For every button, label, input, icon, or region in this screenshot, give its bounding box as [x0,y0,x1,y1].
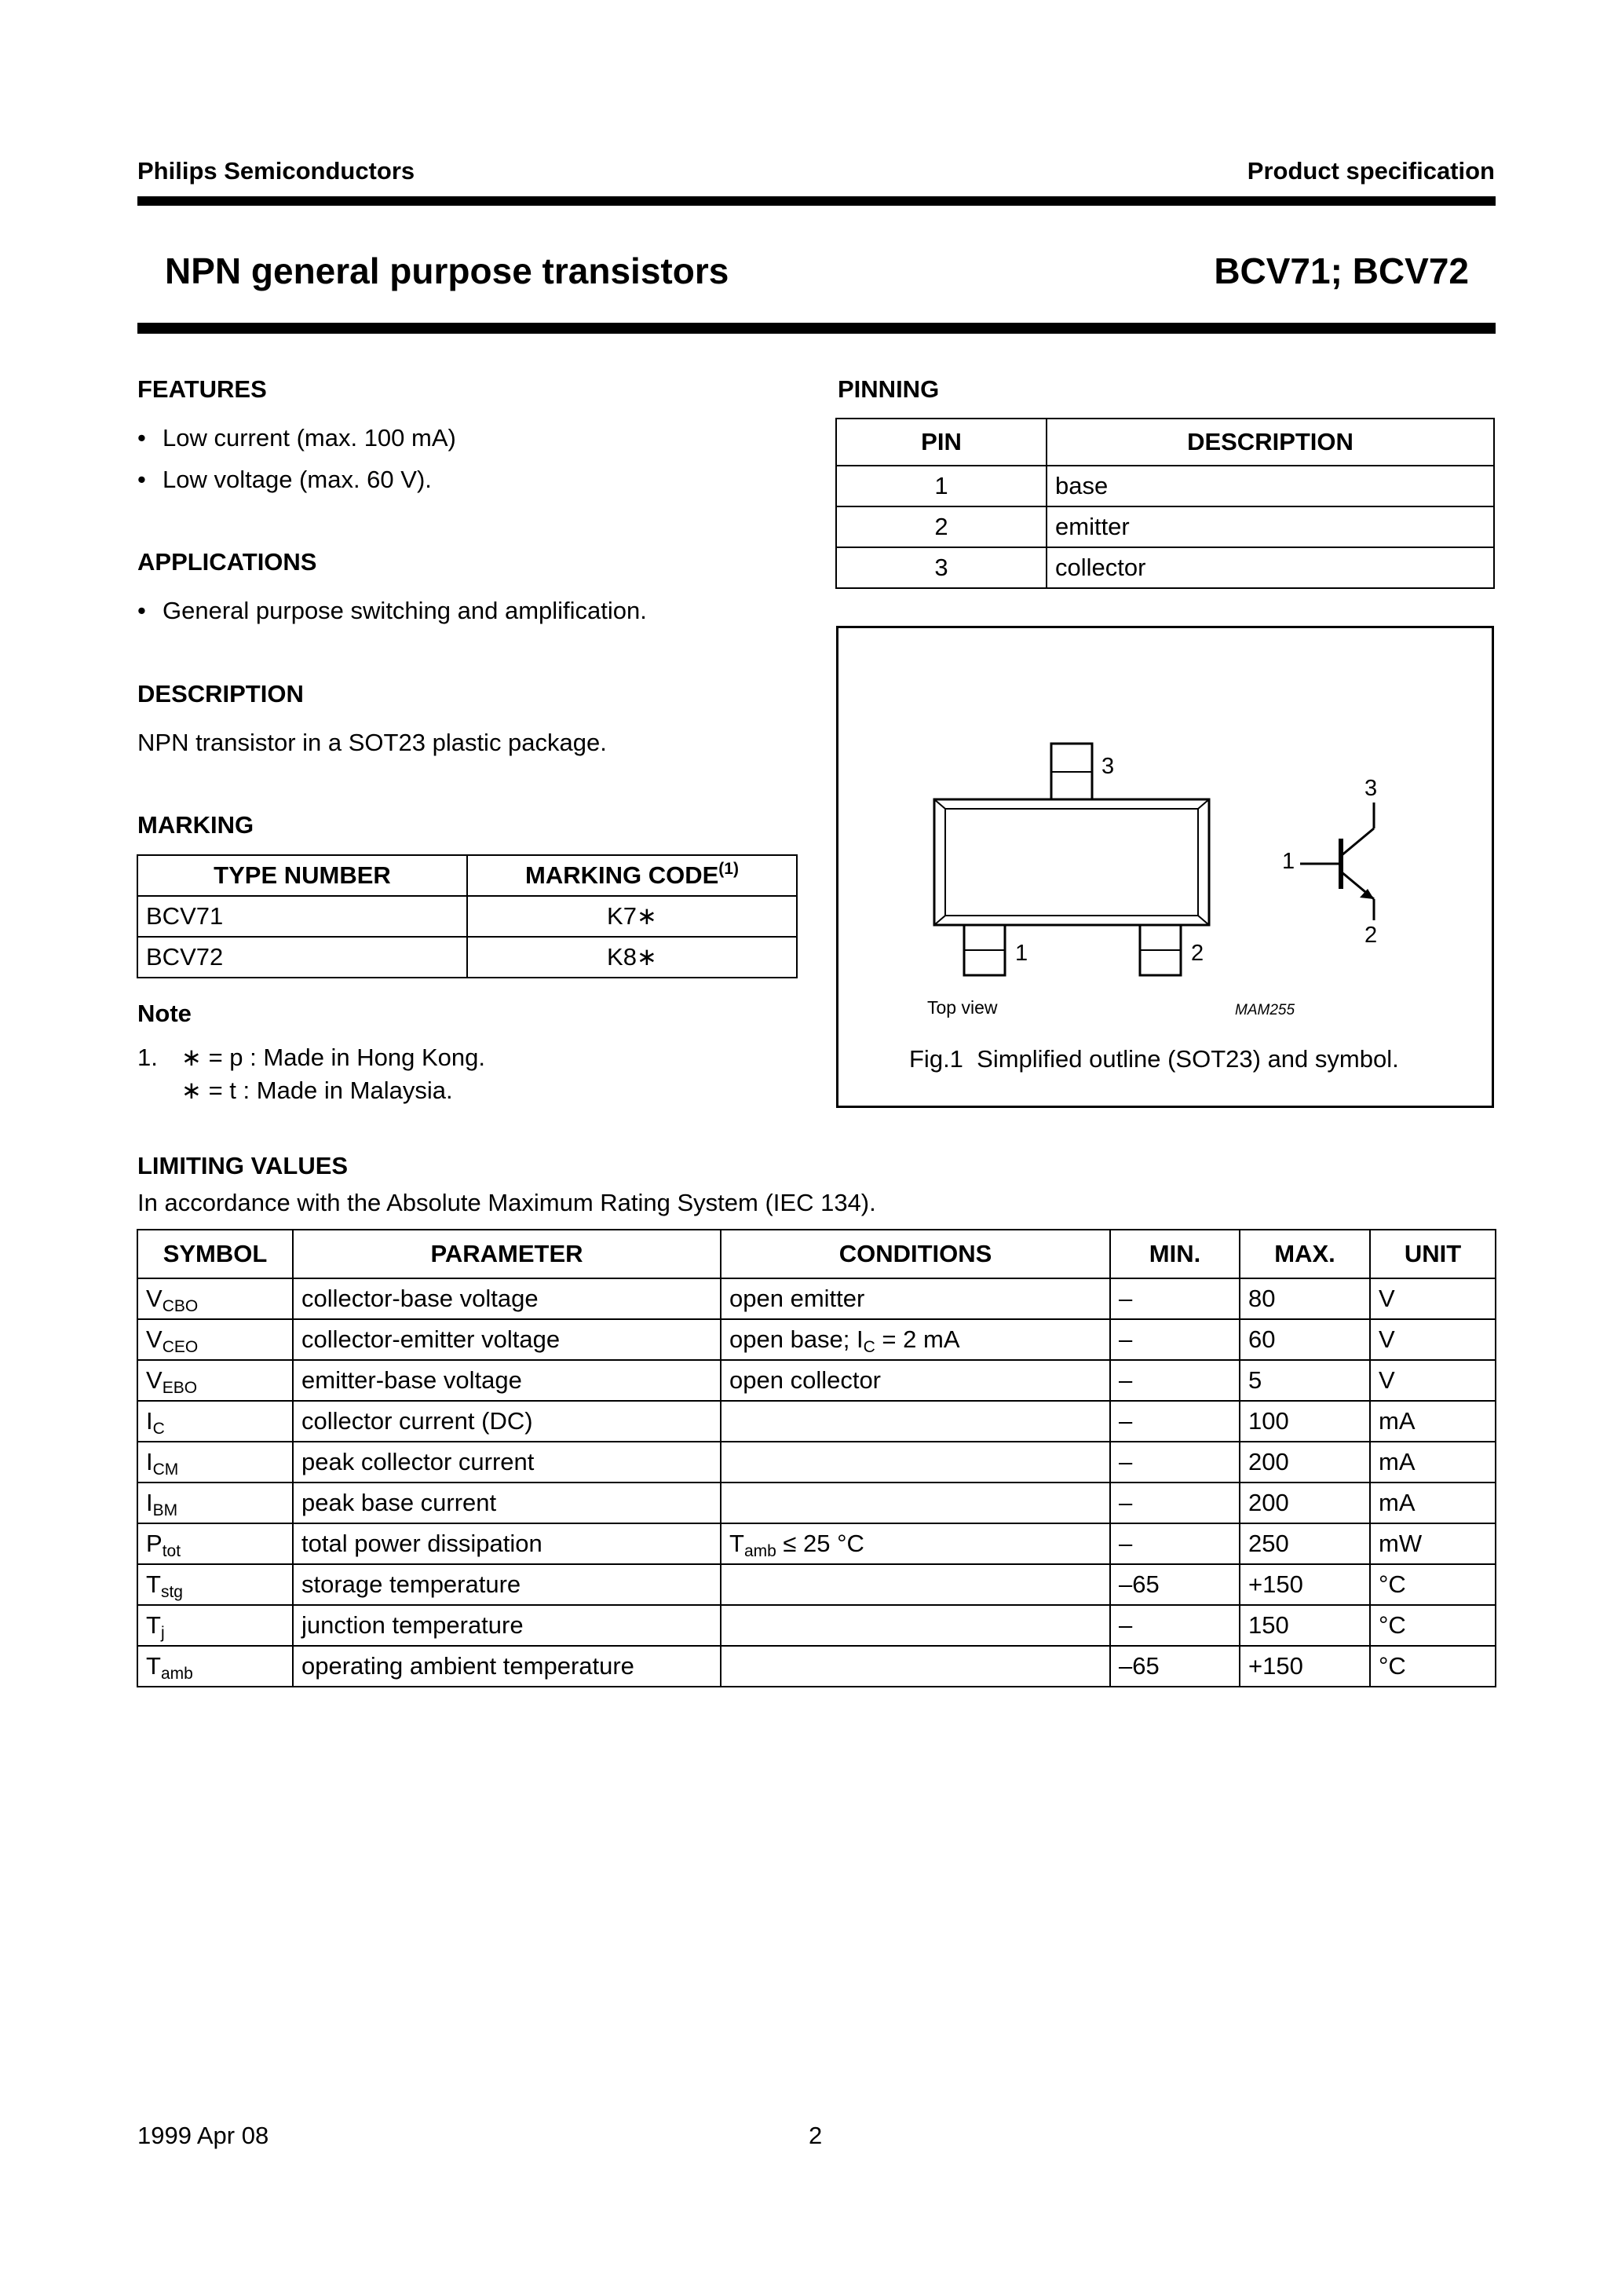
min-cell: – [1110,1401,1240,1442]
unit-cell: V [1370,1278,1496,1319]
figure-caption: Fig.1 Simplified outline (SOT23) and symbol. [909,1045,1399,1073]
description-heading: DESCRIPTION [137,680,304,707]
max-cell: 250 [1240,1523,1370,1564]
parameter-cell: peak base current [293,1483,721,1523]
table-row [137,1401,1496,1442]
marking-header-row [137,855,797,896]
max-cell: 150 [1240,1605,1370,1646]
symbol-subscript: C [152,1420,165,1438]
symbol-letter: V [146,1285,163,1312]
conditions-cell: open collector [721,1360,1110,1401]
symbol-cell [137,1442,293,1483]
symbol-emitter-label: 2 [1364,923,1378,948]
package-body-inner [945,809,1198,916]
page-number: 2 [809,2122,823,2149]
pinning-col-pin: PIN [836,419,1047,466]
table-row [137,937,797,978]
unit-cell: °C [1370,1605,1496,1646]
table-row [836,547,1494,588]
conditions-text: ≤ 25 °C [776,1530,864,1557]
marking-col-code [467,855,797,896]
symbol-cell [137,1483,293,1523]
limiting-header-row [137,1230,1496,1278]
sot23-outline-drawing [838,628,1492,1106]
parameter-cell: emitter-base voltage [293,1360,721,1401]
symbol-cell [137,1646,293,1687]
min-cell: – [1110,1523,1240,1564]
marking-type-cell: BCV71 [137,896,467,937]
symbol-subscript: CBO [162,1297,199,1315]
unit-cell: mA [1370,1483,1496,1523]
marking-type-cell: BCV72 [137,937,467,978]
parameter-cell: collector-base voltage [293,1278,721,1319]
symbol-letter: I [146,1448,153,1475]
max-cell: 100 [1240,1401,1370,1442]
features-heading: FEATURES [137,375,267,403]
header-rule-bottom [137,323,1496,334]
pin-number-cell: 2 [836,506,1047,547]
conditions-text: T [729,1530,744,1557]
conditions-cell [721,1483,1110,1523]
outline-pin-1-label: 1 [1015,941,1028,966]
marking-col-code-label: MARKING CODE [525,861,719,889]
company-name: Philips Semiconductors [137,157,415,185]
max-cell: 60 [1240,1319,1370,1360]
marking-code-cell: K7∗ [467,896,797,937]
symbol-subscript: tot [162,1542,181,1560]
table-row [137,1646,1496,1687]
conditions-subscript: C [863,1338,875,1356]
symbol-collector-label: 3 [1364,776,1378,801]
symbol-cell [137,1360,293,1401]
col-conditions: CONDITIONS [721,1230,1110,1278]
pinning-col-description: DESCRIPTION [1047,419,1494,466]
header-rule-top [137,196,1496,206]
footer-date: 1999 Apr 08 [137,2122,269,2149]
applications-heading: APPLICATIONS [137,548,317,576]
col-unit: UNIT [1370,1230,1496,1278]
min-cell: – [1110,1605,1240,1646]
unit-cell: °C [1370,1646,1496,1687]
parameter-cell: total power dissipation [293,1523,721,1564]
table-row [137,1278,1496,1319]
parameter-cell: peak collector current [293,1442,721,1483]
symbol-letter: I [146,1489,153,1516]
conditions-cell [721,1401,1110,1442]
features-item-text: Low current (max. 100 mA) [163,424,456,452]
conditions-cell [721,1319,1110,1360]
conditions-cell [721,1564,1110,1605]
max-cell: 5 [1240,1360,1370,1401]
marking-note-ref: (1) [718,860,739,878]
symbol-cell [137,1401,293,1442]
max-cell: 80 [1240,1278,1370,1319]
unit-cell: V [1370,1319,1496,1360]
description-text: NPN transistor in a SOT23 plastic package. [137,729,607,756]
conditions-cell [721,1442,1110,1483]
pin-description-cell: base [1047,466,1494,506]
parameter-cell: junction temperature [293,1605,721,1646]
table-row [836,466,1494,506]
min-cell: –65 [1110,1564,1240,1605]
note-line-1: ∗ = p : Made in Hong Kong. [181,1044,486,1071]
package-body-outer [934,799,1209,925]
symbol-subscript: CEO [162,1338,199,1356]
conditions-cell: open emitter [721,1278,1110,1319]
max-cell: +150 [1240,1564,1370,1605]
unit-cell: mA [1370,1401,1496,1442]
applications-item-text: General purpose switching and amplification. [163,597,647,624]
features-item-text: Low voltage (max. 60 V). [163,466,432,493]
marking-col-type: TYPE NUMBER [137,855,467,896]
symbol-letter: T [146,1611,161,1639]
pinning-heading: PINNING [838,375,940,403]
pinning-header-row [836,419,1494,466]
min-cell: – [1110,1360,1240,1401]
table-row [137,1605,1496,1646]
drawing-code: MAM255 [1235,1002,1295,1018]
symbol-subscript: stg [160,1583,183,1601]
part-numbers: BCV71; BCV72 [1214,250,1469,291]
pin-number-cell: 3 [836,547,1047,588]
pinning-table [835,418,1495,589]
note-number: 1. [137,1044,158,1071]
table-row [137,1442,1496,1483]
symbol-cell [137,1319,293,1360]
marking-heading: MARKING [137,811,254,839]
min-cell: – [1110,1278,1240,1319]
symbol-subscript: amb [160,1665,193,1683]
conditions-subscript: amb [743,1542,776,1560]
conditions-cell [721,1646,1110,1687]
note-line-2: ∗ = t : Made in Malaysia. [181,1077,453,1104]
symbol-letter: V [146,1366,163,1394]
unit-cell: V [1370,1360,1496,1401]
conditions-text: = 2 mA [875,1325,960,1353]
table-row [137,1523,1496,1564]
marking-table [137,854,798,978]
symbol-letter: I [146,1407,153,1435]
conditions-text: open base; I [729,1325,864,1353]
pin-description-cell: collector [1047,547,1494,588]
page-title: NPN general purpose transistors [165,250,729,291]
table-row [836,506,1494,547]
table-row [137,896,797,937]
max-cell: 200 [1240,1442,1370,1483]
unit-cell: mA [1370,1442,1496,1483]
top-view-label: Top view [927,997,998,1018]
min-cell: – [1110,1442,1240,1483]
outline-pin-2-label: 2 [1191,941,1204,966]
symbol-subscript: CM [152,1461,179,1479]
symbol-base-label: 1 [1282,849,1295,874]
max-cell: 200 [1240,1483,1370,1523]
symbol-letter: P [146,1530,163,1557]
note-heading: Note [137,1000,192,1027]
parameter-cell: operating ambient temperature [293,1646,721,1687]
limiting-values-table [137,1229,1496,1687]
max-cell: +150 [1240,1646,1370,1687]
parameter-cell: collector current (DC) [293,1401,721,1442]
table-row [137,1483,1496,1523]
symbol-cell [137,1523,293,1564]
min-cell: –65 [1110,1646,1240,1687]
outline-pin-3-label: 3 [1101,754,1115,779]
parameter-cell: collector-emitter voltage [293,1319,721,1360]
limiting-values-intro: In accordance with the Absolute Maximum Rating System (IEC 134). [137,1189,876,1216]
col-min: MIN. [1110,1230,1240,1278]
symbol-subscript: BM [152,1501,178,1519]
symbol-subscript: j [160,1624,165,1642]
col-max: MAX. [1240,1230,1370,1278]
symbol-letter: T [146,1652,161,1680]
figure-box [836,626,1494,1108]
table-row [137,1360,1496,1401]
symbol-letter: V [146,1325,163,1353]
min-cell: – [1110,1483,1240,1523]
table-row [137,1319,1496,1360]
symbol-cell [137,1564,293,1605]
symbol-letter: T [146,1570,161,1598]
symbol-subscript: EBO [162,1379,198,1397]
col-symbol: SYMBOL [137,1230,293,1278]
conditions-cell [721,1605,1110,1646]
limiting-values-heading: LIMITING VALUES [137,1152,349,1179]
npn-transistor-symbol [1300,803,1374,920]
unit-cell: mW [1370,1523,1496,1564]
min-cell: – [1110,1319,1240,1360]
pin-number-cell: 1 [836,466,1047,506]
conditions-cell [721,1523,1110,1564]
symbol-cell [137,1605,293,1646]
pin-description-cell: emitter [1047,506,1494,547]
unit-cell: °C [1370,1564,1496,1605]
parameter-cell: storage temperature [293,1564,721,1605]
document-type: Product specification [1247,157,1495,185]
col-parameter: PARAMETER [293,1230,721,1278]
table-row [137,1564,1496,1605]
marking-code-cell: K8∗ [467,937,797,978]
symbol-cell [137,1278,293,1319]
